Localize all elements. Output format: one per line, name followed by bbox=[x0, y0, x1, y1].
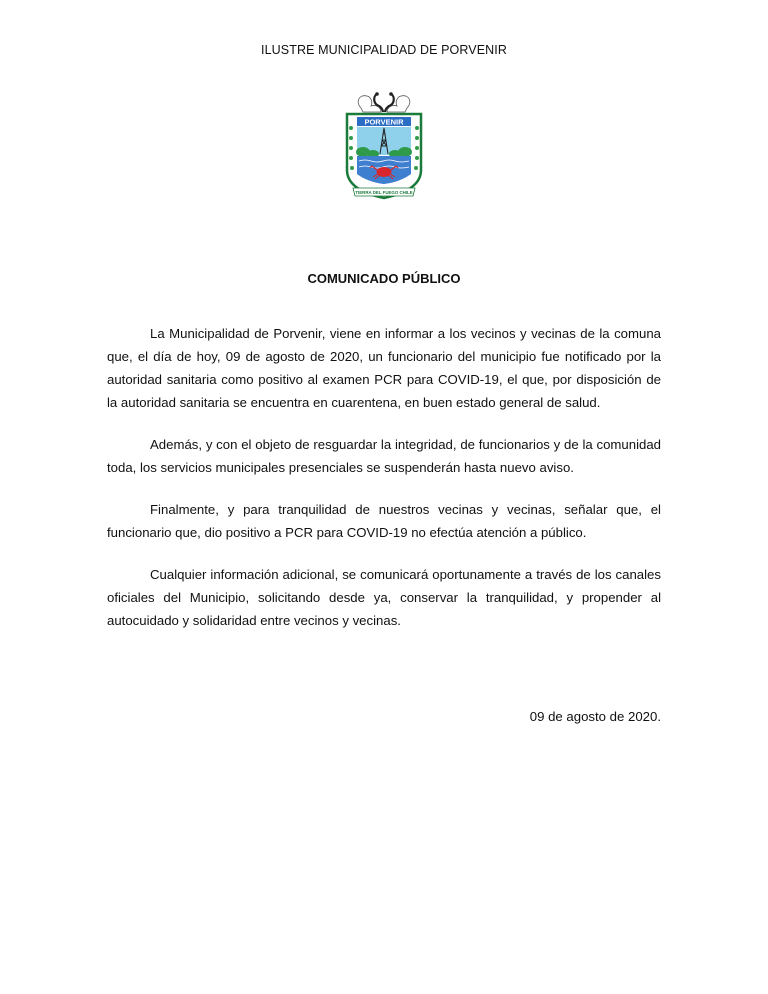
document-body bbox=[107, 322, 661, 651]
crest-banner-text: PORVENIR bbox=[364, 117, 404, 127]
body-paragraph: Además, y con el objeto de resguardar la integridad, de funcionarios y de la comunidad toda, los servicios municipales presenciales se suspenderán hasta nuevo aviso. bbox=[107, 437, 661, 475]
body-paragraph: La Municipalidad de Porvenir, viene en informar a los vecinos y vecinas de la comuna que, el día de hoy, 09 de agosto de 2020, un funcionario del municipio fue notificado por la autoridad sanitaria como positivo al examen PCR para COVID-19, el que, por disposición de la autoridad sanitaria se encuentra en cuarentena, en buen estado general de salud. bbox=[107, 326, 661, 410]
body-paragraph: Cualquier información adicional, se comunicará oportunamente a través de los canales oficiales del Municipio, solicitando desde ya, conservar la tranquilidad, y propender al autocuidado y solidaridad entre vecinos y vecinas. bbox=[107, 567, 661, 628]
crest-ribbon-text: TIERRA DEL FUEGO CHILE bbox=[355, 190, 413, 196]
municipal-crest-logo bbox=[341, 88, 427, 204]
document-title: COMUNICADO PÚBLICO bbox=[307, 271, 461, 286]
institution-header: ILUSTRE MUNICIPALIDAD DE PORVENIR bbox=[261, 43, 507, 57]
swan-crest-icon bbox=[358, 92, 410, 112]
document-date: 09 de agosto de 2020. bbox=[529, 709, 661, 724]
body-paragraph: Finalmente, y para tranquilidad de nuestros vecinas y vecinas, señalar que, el funcionario que, dio positivo a PCR para COVID-19 no efectúa atención a público. bbox=[107, 502, 661, 540]
